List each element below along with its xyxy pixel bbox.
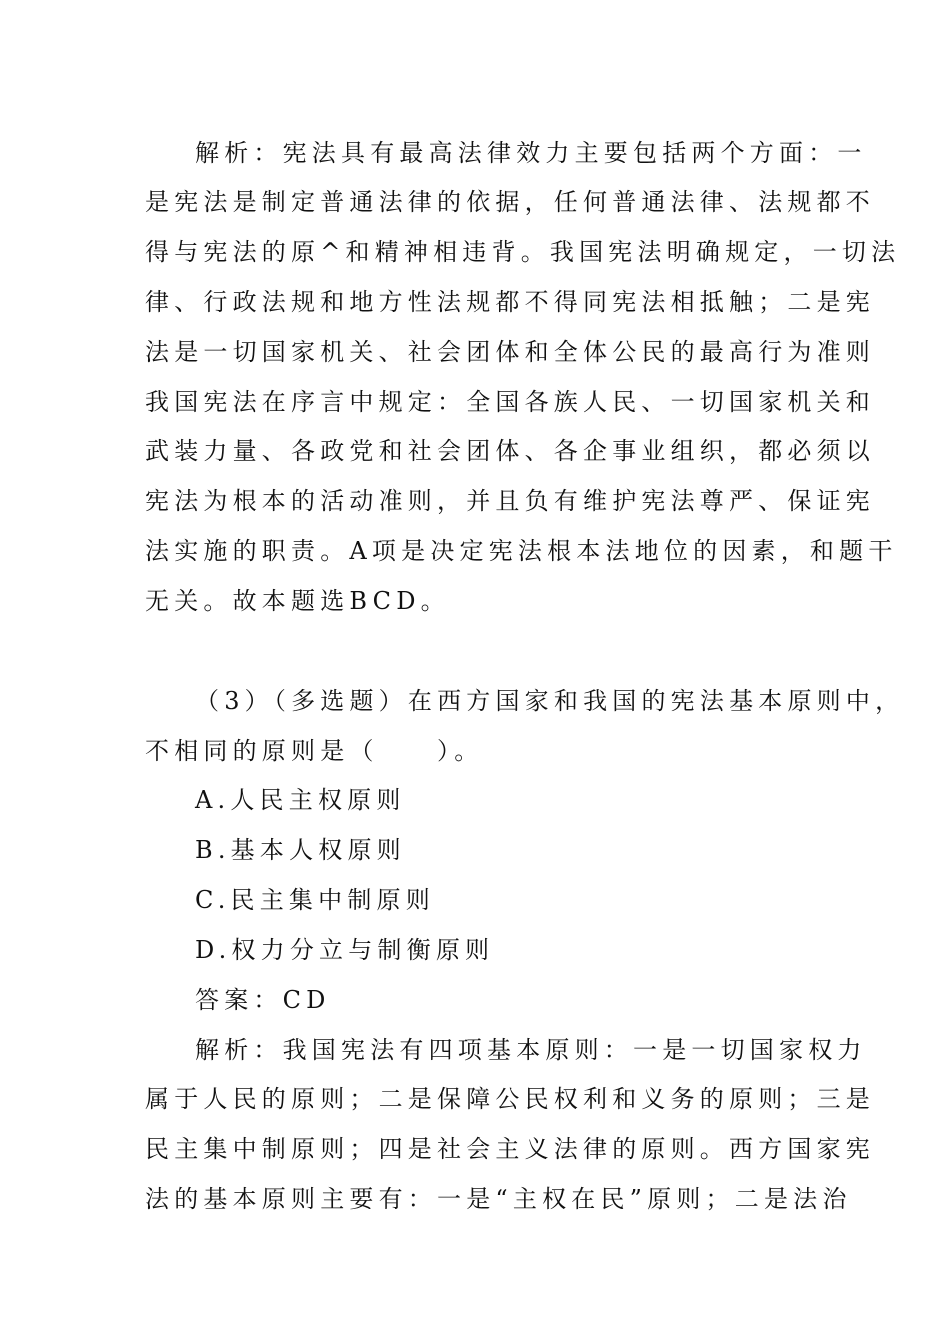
- option-b: B.基本人权原则: [195, 836, 406, 864]
- analysis-line: 是宪法是制定普通法律的依据，任何普通法律、法规都不: [145, 188, 875, 216]
- analysis-line: 宪法为根本的活动准则，并且负有维护宪法尊严、保证宪: [145, 487, 875, 515]
- analysis-line: 属于人民的原则；二是保障公民权利和义务的原则；三是: [145, 1085, 875, 1113]
- analysis-line: 法的基本原则主要有：一是“主权在民”原则；二是法治: [145, 1185, 852, 1213]
- option-a: A.人民主权原则: [195, 786, 406, 814]
- analysis-line: 法是一切国家机关、社会团体和全体公民的最高行为准则: [145, 338, 875, 366]
- analysis-line: 解析：我国宪法有四项基本原则：一是一切国家权力: [195, 1036, 867, 1064]
- question-stem-line: 不相同的原则是（ ）。: [145, 737, 484, 765]
- analysis-line: 律、行政法规和地方性法规都不得同宪法相抵触；二是宪: [145, 288, 875, 316]
- answer-line: 答案：CD: [195, 986, 331, 1014]
- question-stem-line: （3）（多选题）在西方国家和我国的宪法基本原则中，: [195, 687, 905, 715]
- analysis-line: 无关。故本题选BCD。: [145, 587, 450, 615]
- analysis-line: 解析：宪法具有最高法律效力主要包括两个方面：一: [195, 139, 867, 167]
- analysis-line: 民主集中制原则；四是社会主义法律的原则。西方国家宪: [145, 1135, 875, 1163]
- analysis-line: 我国宪法在序言中规定：全国各族人民、一切国家机关和: [145, 388, 875, 416]
- option-c: C.民主集中制原则: [195, 886, 435, 914]
- analysis-line: 法实施的职责。A项是决定宪法根本法地位的因素，和题干: [145, 537, 898, 565]
- option-d: D.权力分立与制衡原则: [195, 936, 495, 964]
- analysis-line: 得与宪法的原^和精神相违背。我国宪法明确规定，一切法: [145, 238, 901, 266]
- analysis-line: 武装力量、各政党和社会团体、各企事业组织，都必须以: [145, 437, 875, 465]
